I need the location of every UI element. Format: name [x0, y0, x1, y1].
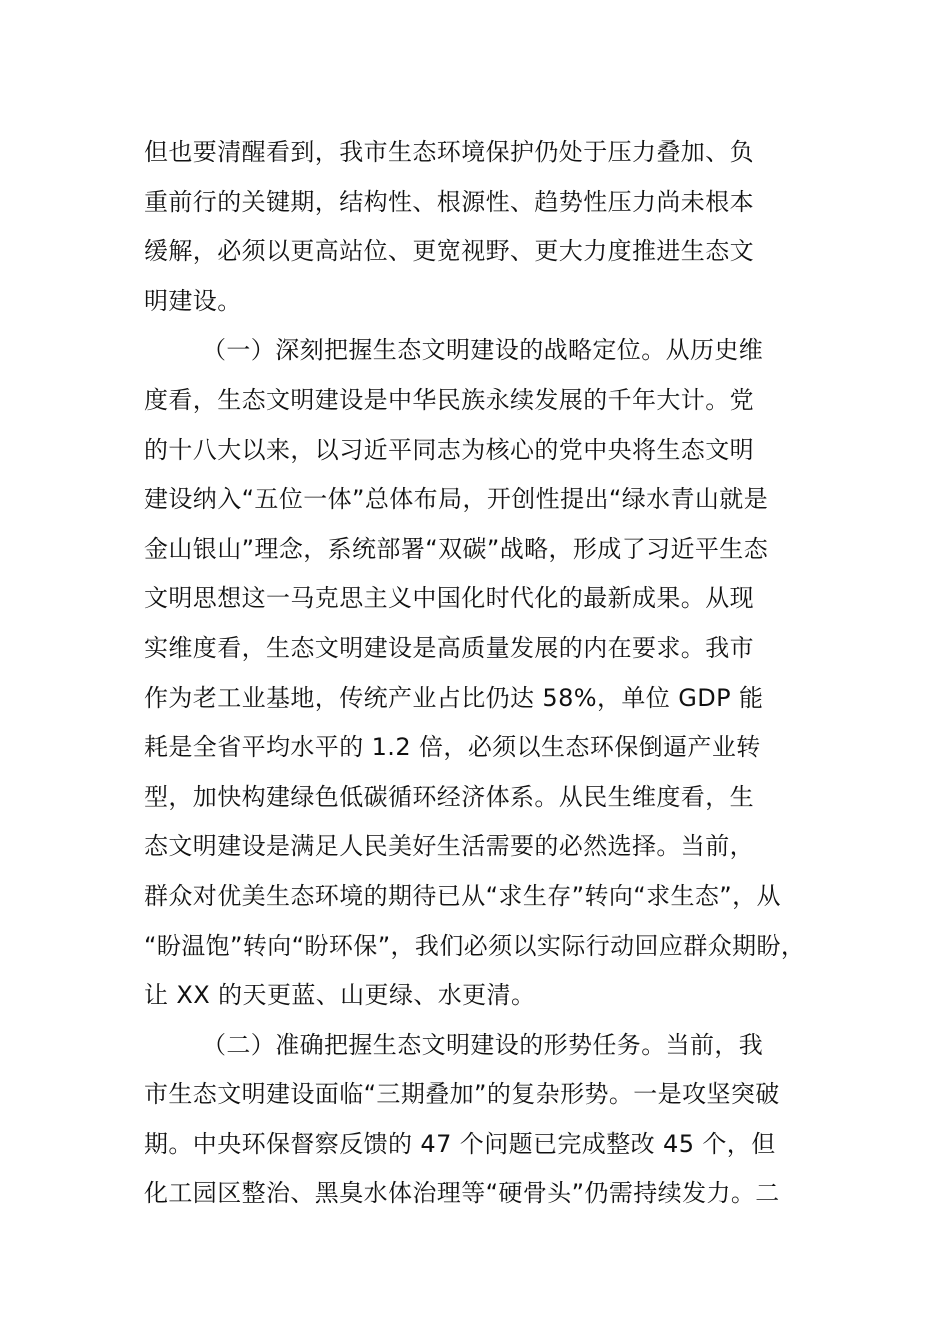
text-line: 型，加快构建绿色低碳循环经济体系。从民生维度看，生: [144, 782, 754, 811]
paragraph-2: [144, 326, 834, 1020]
text-line: “盼温饱”转向“盼环保”，我们必须以实际行动回应群众期盼，: [144, 931, 806, 960]
text-line: 期。中央环保督察反馈的 47 个问题已完成整改 45 个，但: [144, 1129, 776, 1158]
body-text: [144, 128, 834, 1219]
text-line: 的十八大以来，以习近平同志为核心的党中央将生态文明: [144, 435, 754, 464]
text-line: 重前行的关键期，结构性、根源性、趋势性压力尚未根本: [144, 187, 754, 216]
text-line: 实维度看，生态文明建设是高质量发展的内在要求。我市: [144, 633, 754, 662]
text-line: 让 XX 的天更蓝、山更绿、水更清。: [144, 981, 536, 1010]
text-line: 建设纳入“五位一体”总体布局，开创性提出“绿水青山就是: [144, 485, 769, 514]
text-line: （一）深刻把握生态文明建设的战略定位。从历史维: [202, 336, 764, 365]
text-line: 耗是全省平均水平的 1.2 倍，必须以生态环保倒逼产业转: [144, 733, 761, 762]
paragraph-1: [144, 128, 834, 326]
text-line: 金山银山”理念，系统部署“双碳”战略，形成了习近平生态: [144, 534, 769, 563]
text-line: （二）准确把握生态文明建设的形势任务。当前，我: [202, 1030, 764, 1059]
text-line: 度看，生态文明建设是中华民族永续发展的千年大计。党: [144, 385, 754, 414]
paragraph-3: [144, 1021, 834, 1219]
text-line: 缓解，必须以更高站位、更宽视野、更大力度推进生态文: [144, 237, 754, 266]
text-line: 态文明建设是满足人民美好生活需要的必然选择。当前，: [144, 832, 754, 861]
text-line: 作为老工业基地，传统产业占比仍达 58%，单位 GDP 能: [144, 683, 764, 712]
text-line: 群众对优美生态环境的期待已从“求生存”转向“求生态”，从: [144, 881, 781, 910]
text-line: 化工园区整治、黑臭水体治理等“硬骨头”仍需持续发力。二: [144, 1179, 780, 1208]
text-line: 明建设。: [144, 286, 242, 315]
text-line: 市生态文明建设面临“三期叠加”的复杂形势。一是攻坚突破: [144, 1080, 780, 1109]
text-line: 文明思想这一马克思主义中国化时代化的最新成果。从现: [144, 584, 754, 613]
text-line: 但也要清醒看到，我市生态环境保护仍处于压力叠加、负: [144, 138, 754, 166]
